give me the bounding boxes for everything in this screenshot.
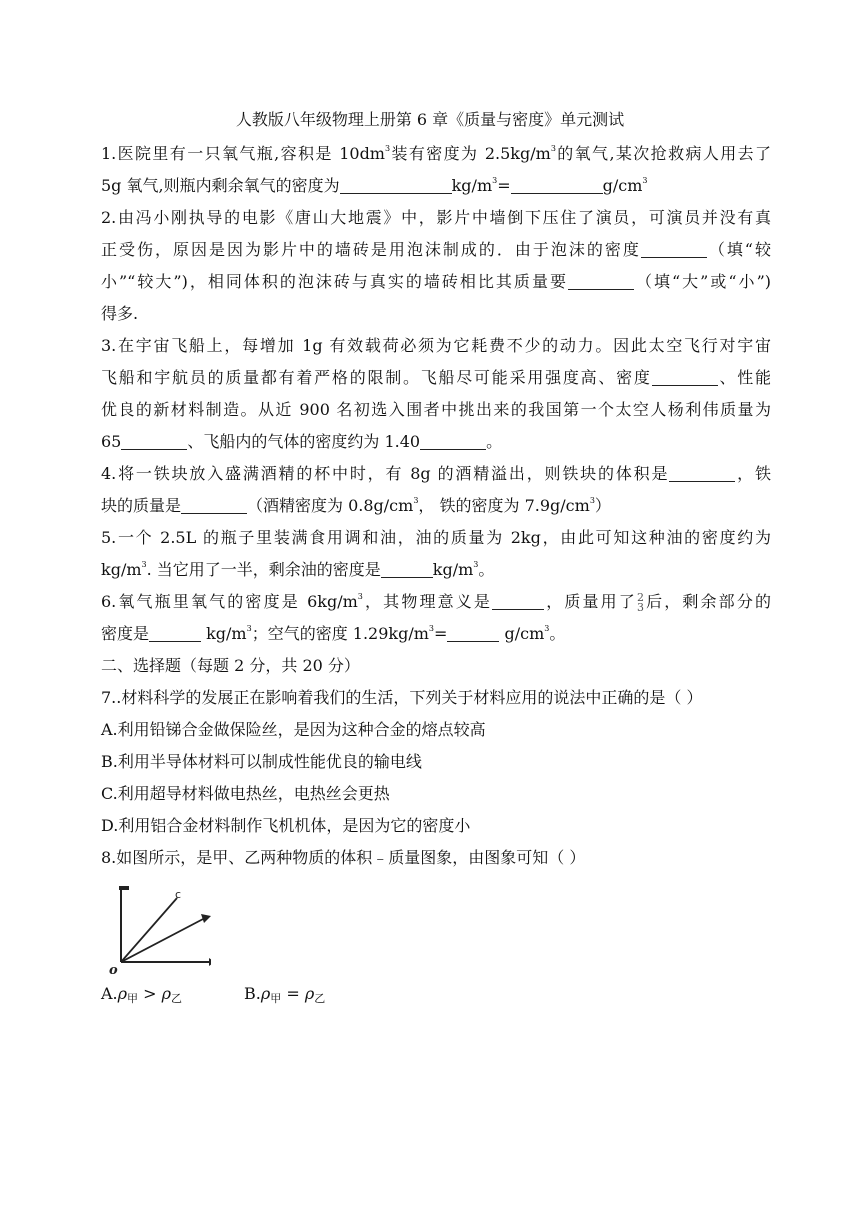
- question-7-option-a: A.利用铅锑合金做保险丝，是因为这种合金的熔点较高: [101, 720, 486, 739]
- question-8-option-b: $B.\rho_甲 = \rho_乙$: [244, 984, 326, 1005]
- question-6-line-2: 密度是 $kg/m^3$；空气的密度 $1.29kg/m^3= g/cm^3$。: [101, 624, 566, 643]
- answer-blank: [149, 623, 201, 642]
- question-7-option-d: D.利用铝合金材料制作飞机机体，是因为它的密度小: [101, 816, 471, 835]
- question-5-line-2: $kg/m^3$. 当它用了一半，剩余油的密度是 $kg/m^3$。: [101, 560, 495, 579]
- graph-line-shallow-arrow: [201, 914, 211, 923]
- question-1-line-2: 5g 氧气,则瓶内剩余氧气的密度为 $kg/m^3= g/cm^3$: [101, 176, 648, 195]
- question-8-stem: 8.如图所示，是甲、乙两种物质的体积﹣质量图象，由图象可知（ ）: [101, 848, 586, 867]
- answer-blank: [447, 623, 499, 642]
- answer-blank: [340, 175, 452, 194]
- answer-blank: [568, 271, 634, 290]
- graph-y-axis-label-mark: [119, 886, 129, 890]
- volume-mass-graph: [101, 882, 211, 974]
- question-6-line-1: 6.氧气瓶里氧气的密度是 $6kg/m^3$，其物理意义是 ，质量用了2 3后，剩余部分的: [101, 591, 771, 614]
- graph-x-axis-arrow: [209, 958, 211, 966]
- question-2-line-1: 2.由冯小刚执导的电影《唐山大地震》中，影片中墙倒下压住了演员，可演员并没有真: [101, 208, 771, 227]
- question-3-line-3: 优良的新材料制造。从近 900 名初选入围者中挑出来的我国第一个太空人杨利伟质量为: [101, 400, 771, 419]
- question-4-line-2: 块的质量是 （酒精密度为 $0.8g/cm^3$， 铁的密度为 $7.9g/cm^3$）: [101, 496, 611, 515]
- page-title: 人教版八年级物理上册第 6 章《质量与密度》单元测试: [235, 110, 625, 129]
- answer-blank: [669, 463, 735, 482]
- section-heading-choice: 二、选择题（每题 2 分，共 20 分）: [101, 656, 360, 675]
- question-2-line-4: 得多.: [101, 304, 139, 323]
- question-3-line-4: 65 、飞船内的气体的密度约为 1.40 。: [101, 432, 503, 451]
- question-5-line-1: 5.一个 2.5L 的瓶子里装满食用调和油，油的质量为 2kg，由此可知这种油的密度约为: [101, 528, 771, 547]
- question-8-options: [101, 974, 771, 1014]
- question-3-line-1: 3.在宇宙飞船上，每增加 1g 有效载荷必须为它耗费不少的动力。因此太空飞行对宇宙: [101, 336, 771, 355]
- question-8-option-a: $A.\rho_甲 > \rho_乙$: [101, 984, 183, 1005]
- question-1-line-1: 1.医院里有一只氧气瓶,容积是 $10dm^3$装有密度为 $2.5kg/m^3$的氧气,某次抢救病人用去了: [101, 144, 771, 163]
- answer-blank: [381, 559, 433, 578]
- answer-blank: [492, 591, 544, 610]
- graph-line-steep: [121, 898, 177, 962]
- graph-line-shallow: [121, 918, 205, 962]
- graph-line-steep-label: c: [175, 888, 182, 901]
- graph-origin-label: o: [109, 963, 118, 974]
- question-2-line-3: 小”“较大”)，相同体积的泡沫砖与真实的墙砖相比其质量要 （填“大”或“小”): [101, 272, 771, 291]
- question-3-line-2: 飞船和宇航员的质量都有着严格的限制。飞船尽可能采用强度高、密度 、性能: [101, 368, 771, 387]
- answer-blank: [121, 431, 187, 450]
- answer-blank: [511, 175, 603, 194]
- fraction-two-thirds: 2 3: [636, 591, 644, 614]
- answer-blank: [652, 367, 718, 386]
- document-body: [101, 138, 771, 1014]
- answer-blank: [641, 239, 707, 258]
- answer-blank: [181, 495, 247, 514]
- question-4-line-1: 4.将一铁块放入盛满酒精的杯中时，有 8g 的酒精溢出，则铁块的体积是 ，铁: [101, 464, 771, 483]
- question-7-option-c: C.利用超导材料做电热丝，电热丝会更热: [101, 784, 390, 803]
- answer-blank: [420, 431, 486, 450]
- question-7-stem: 7..材料科学的发展正在影响着我们的生活，下列关于材料应用的说法中正确的是（ ）: [101, 688, 703, 707]
- volume-mass-graph-figure: [101, 882, 211, 974]
- question-2-line-2: 正受伤，原因是因为影片中的墙砖是用泡沫制成的．由于泡沫的密度 （填“较: [101, 240, 771, 259]
- question-7-option-b: B.利用半导体材料可以制成性能优良的输电线: [101, 752, 422, 771]
